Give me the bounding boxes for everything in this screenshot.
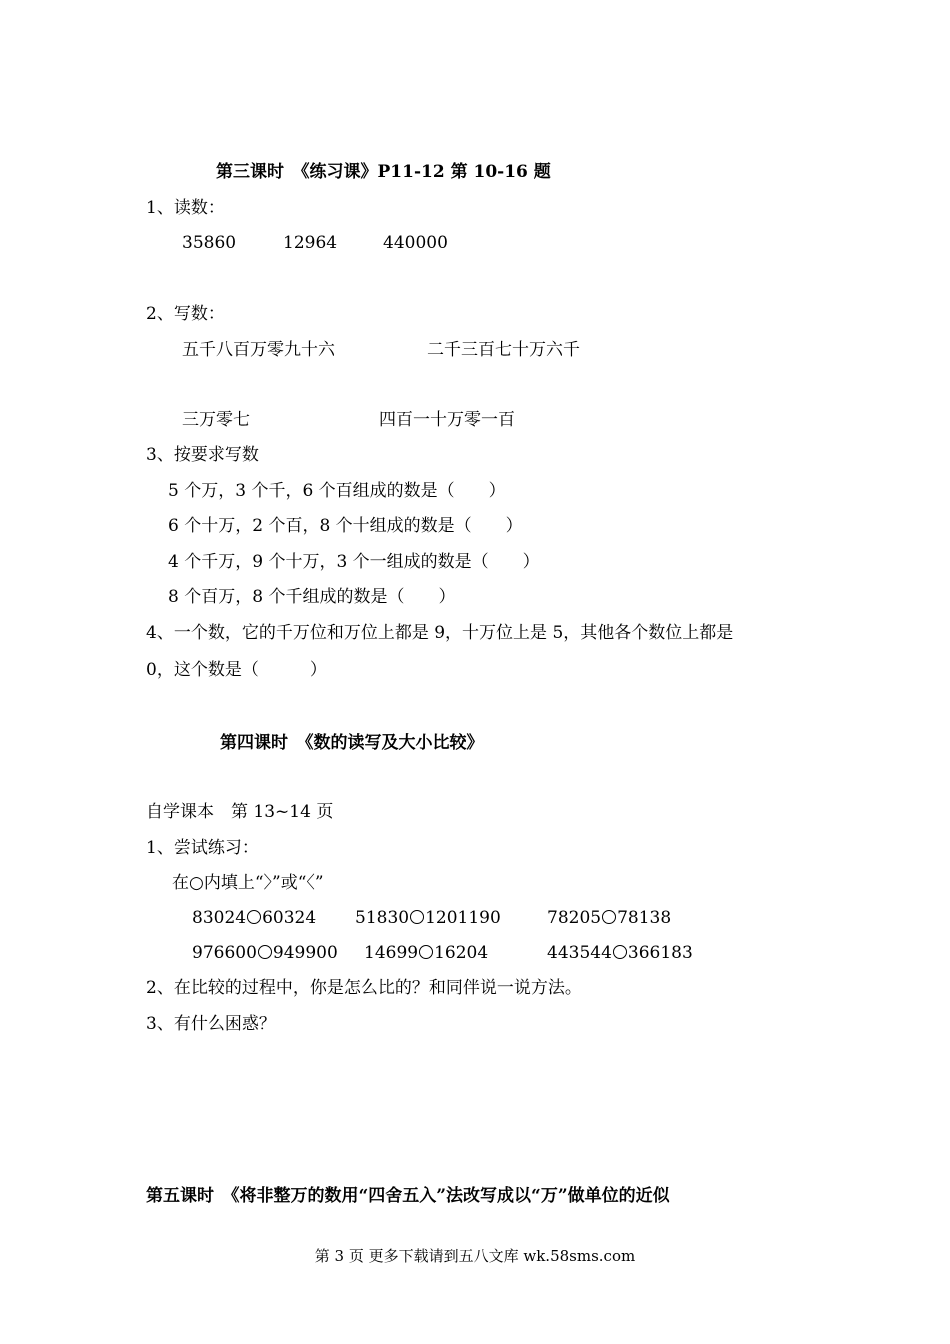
lesson4-instruction: 在○内填上“〉”或“〈” [172, 873, 324, 893]
lesson3-q1-label: 1、读数： [146, 198, 225, 218]
lesson3-q3-label: 3、按要求写数 [146, 445, 259, 465]
write-number-1: 五千八百万零九十六 [182, 340, 335, 360]
read-number-3: 440000 [383, 233, 448, 253]
compare-circle-icon [258, 945, 272, 959]
lesson3-title: 第三课时 《练习课》P11-12 第 10-16 题 [216, 162, 551, 182]
lesson4-q3: 3、有什么困惑？ [146, 1014, 276, 1034]
compose-item-2: 6 个十万，2 个百，8 个十组成的数是（ ） [168, 516, 523, 536]
compare-circle-icon [247, 910, 261, 924]
lesson5-title: 第五课时 《将非整万的数用“四舍五入”法改写成以“万”做单位的近似 [146, 1186, 670, 1206]
write-number-3: 三万零七 [182, 410, 250, 430]
comparison-5: 14699 16204 [364, 943, 489, 963]
lesson3-q4-line1: 4、一个数，它的千万位和万位上都是 9，十万位上是 5，其他各个数位上都是 [146, 623, 734, 643]
compose-item-3: 4 个千万，9 个十万，3 个一组成的数是（ ） [168, 552, 540, 572]
comparison-1: 83024 60324 [192, 908, 317, 928]
read-number-2: 12964 [283, 233, 338, 253]
lesson4-title: 第四课时 《数的读写及大小比较》 [220, 733, 484, 753]
compare-circle-icon [602, 910, 616, 924]
write-number-2: 二千三百七十万六千 [427, 340, 580, 360]
lesson3-q4-line2: 0，这个数是（ ） [146, 660, 327, 680]
comparison-4: 976600 949900 [192, 943, 338, 963]
read-number-1: 35860 [182, 233, 237, 253]
lesson3-q2-label: 2、写数： [146, 304, 225, 324]
write-number-4: 四百一十万零一百 [379, 410, 515, 430]
comparison-6: 443544 366183 [547, 943, 693, 963]
lesson4-q1-label: 1、尝试练习： [146, 838, 259, 858]
compare-circle-icon [419, 945, 433, 959]
comparison-3: 78205 78138 [547, 908, 672, 928]
lesson4-intro: 自学课本 第 13~14 页 [146, 802, 334, 822]
compare-circle-icon [613, 945, 627, 959]
page-footer: 第 3 页 更多下载请到五八文库 wk.58sms.com [314, 1247, 636, 1265]
comparison-2: 51830 1201190 [355, 908, 501, 928]
compare-circle-icon [410, 910, 424, 924]
compose-item-4: 8 个百万，8 个千组成的数是（ ） [168, 587, 456, 607]
lesson4-q2: 2、在比较的过程中，你是怎么比的？和同伴说一说方法。 [146, 978, 582, 998]
compose-item-1: 5 个万，3 个千，6 个百组成的数是（ ） [168, 481, 506, 501]
